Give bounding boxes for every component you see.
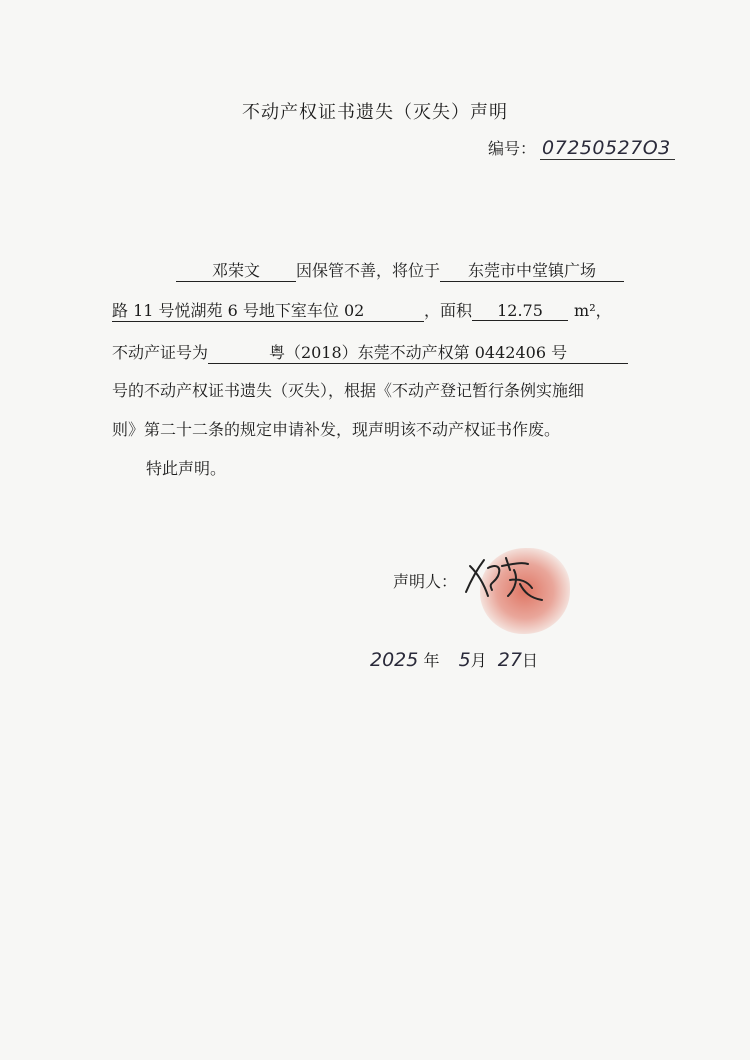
area-value: 12.75 <box>472 301 568 321</box>
body-text-1: 因保管不善，将位于 <box>296 261 441 280</box>
document-number <box>488 136 675 160</box>
body-line-3 <box>112 340 628 364</box>
date-day: 27 <box>497 649 522 671</box>
body-line-1 <box>176 258 624 282</box>
date-month: 5 <box>458 649 471 671</box>
document-title: 不动产权证书遗失（灭失）声明 <box>242 102 508 123</box>
date-day-label: 日 <box>521 651 538 670</box>
declarant-label: 声明人： <box>393 572 458 591</box>
location-part-a: 东莞市中堂镇广场 <box>440 258 624 282</box>
date-year-label: 年 <box>423 651 440 670</box>
body-text-3: 不动产证号为 <box>112 343 209 362</box>
body-line-6: 特此声明。 <box>146 459 227 478</box>
date-year: 2025 <box>370 649 419 671</box>
handwritten-signature <box>458 548 558 608</box>
declarant-row <box>393 569 457 592</box>
location-part-b: 路 11 号悦湖苑 6 号地下室车位 02 <box>112 298 424 322</box>
certificate-number: 粤（2018）东莞不动产权第 0442406 号 <box>208 340 628 364</box>
body-text-2: ，面积 <box>424 301 473 320</box>
number-label: 编号： <box>488 139 537 158</box>
body-line-4: 号的不动产权证书遗失（灭失），根据《不动产登记暂行条例实施细 <box>112 381 585 400</box>
body-line-2 <box>112 298 612 322</box>
body-line-5: 则》第二十二条的规定申请补发，现声明该不动产权证书作废。 <box>112 420 561 439</box>
owner-name: 邓荣文 <box>176 258 296 282</box>
handwritten-number: 07250527O3 <box>540 137 675 160</box>
date-month-label: 月 <box>470 651 487 670</box>
area-unit: m²， <box>574 301 612 320</box>
date-row <box>370 648 538 671</box>
